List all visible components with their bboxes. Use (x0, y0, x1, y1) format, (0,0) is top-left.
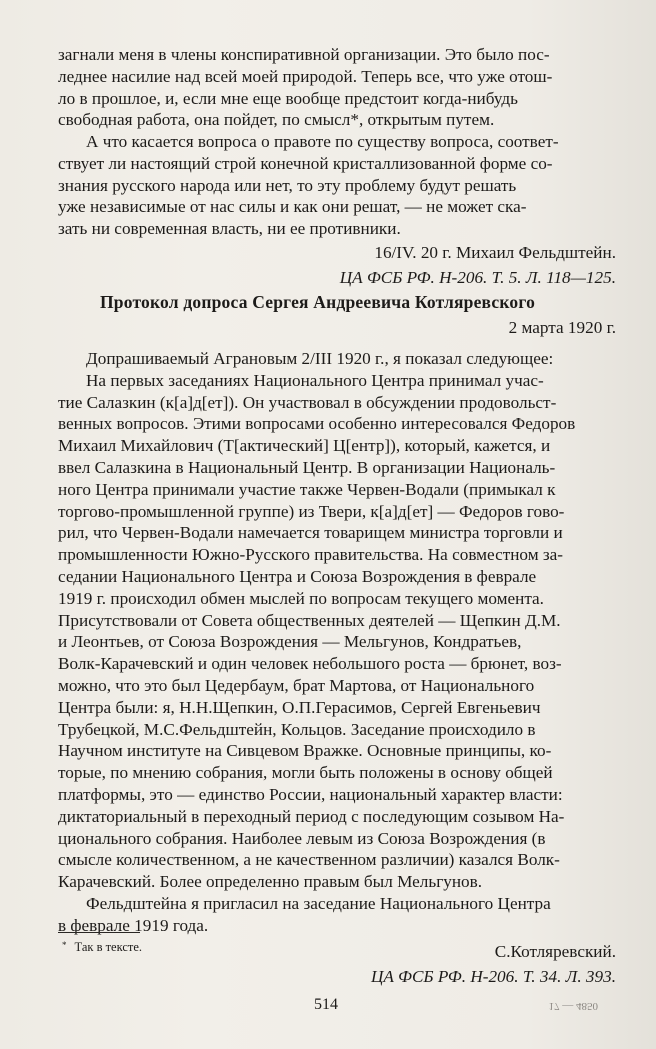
archive-reference: ЦА ФСБ РФ. Н-206. Т. 5. Л. 118—125. (339, 267, 616, 287)
paragraph-line: тие Салазкин (к[а]д[ет]). Он участвовал в обсуждении продовольст- (58, 392, 557, 412)
protocol-title: Протокол допроса Сергея Андреевича Котляревского (100, 292, 536, 312)
footnote-text: Так в тексте. (74, 940, 143, 954)
paragraph-line: Волк-Карачевский и один человек небольшого роста — брюнет, воз- (58, 654, 562, 674)
paragraph-line: Фельдштейна я пригласил на заседание Национального Центра (86, 893, 551, 913)
paragraph-line: смысле количественном, а не качественном различии) казался Волк- (58, 850, 560, 870)
paragraph-line: знания русского народа или нет, то эту проблему будут решать (58, 175, 517, 195)
paragraph-line: седании Национального Центра и Союза Возрождения в феврале (58, 566, 537, 586)
paragraph-line: торгово-промышленной группе) из Твери, к[а]д[ет] — Федоров гово- (58, 501, 565, 521)
paragraph-line: Карачевский. Более определенно правым был Мельгунов. (58, 872, 483, 892)
paragraph-line: На первых заседаниях Национального Центра принимал учас- (86, 370, 544, 390)
paragraph-line: Присутствовали от Совета общественных деятелей — Щепкин Д.М. (58, 610, 561, 630)
protocol-body (58, 348, 616, 988)
paragraph-line: рил, что Червен-Водали намечается товарищем министра торговли и (58, 523, 563, 543)
signature-kotlyarevsky: С.Котляревский. (494, 941, 616, 961)
bleed-through-text: 17 — 4850 (548, 1000, 598, 1012)
paragraph-line: ционального собрания. Наиболее левым из Союза Возрождения (в (58, 828, 546, 848)
paragraph-line: можно, что это был Цедербаум, брат Мартова, от Национального (58, 675, 535, 695)
paragraph-line: ствует ли настоящий строй конечной кристаллизованной форме со- (58, 153, 553, 173)
paragraph-line: Допрашиваемый Аграновым 2/III 1920 г., я показал следующее: (86, 349, 554, 368)
footnote-divider (58, 932, 140, 933)
paragraph-line: промышленности Южно-Русского правительства. На совместном за- (58, 545, 564, 565)
footnote-mark: * (62, 940, 67, 950)
paragraph-line: уже независимые от нас силы и как они решат, — не может ска- (58, 197, 527, 217)
paragraph-line: А что касается вопроса о правоте по существу вопроса, соответ- (86, 132, 559, 151)
paragraph-line: леднее насилие над всей моей природой. Теперь все, что уже отош- (58, 66, 553, 86)
paragraph-line: венных вопросов. Этими вопросами особенно интересовался Федоров (58, 414, 576, 434)
paragraph-line: загнали меня в члены конспиративной организации. Это было пос- (58, 45, 550, 64)
paragraph-line: платформы, это — единство России, национальный характер власти: (58, 784, 563, 804)
archive-reference: ЦА ФСБ РФ. Н-206. Т. 34. Л. 393. (370, 967, 616, 987)
paragraph-line: свободная работа, она пойдет, по смысл*, открытым путем. (58, 110, 495, 130)
paragraph-line: Центра были: я, Н.Н.Щепкин, О.П.Герасимов, Сергей Евгеньевич (58, 697, 541, 717)
paragraph-line: зать ни современная власть, ни ее противники. (58, 219, 401, 239)
footnote (62, 940, 142, 955)
paragraph-line: ло в прошлое, и, если мне еще вообще предстоит когда-нибудь (58, 88, 518, 108)
signature-feldshtein: 16/IV. 20 г. Михаил Фельдштейн. (374, 242, 616, 262)
paragraph-line: Трубецкой, М.С.Фельдштейн, Кольцов. Заседание происходило в (58, 719, 536, 739)
paragraph-line: в феврале 1919 года. (58, 915, 209, 935)
paragraph-line: 1919 г. происходил обмен мыслей по вопросам текущего момента. (58, 588, 544, 608)
paragraph-line: торые, по мнению собрания, могли быть положены в основу общей (58, 763, 553, 783)
paragraph-line: ного Центра принимали участие также Червен-Водали (примыкал к (58, 479, 556, 499)
paragraph-line: и Леонтьев, от Союза Возрождения — Мельгунов, Кондратьев, (58, 632, 522, 652)
paragraph-line: ввел Салазкина в Национальный Центр. В организации Националь- (58, 457, 556, 477)
protocol-date: 2 марта 1920 г. (508, 318, 616, 337)
paragraph-line: Научном институте на Сивцевом Вражке. Основные принципы, ко- (58, 741, 552, 761)
paragraph-line: диктаториальный в переходный период с последующим созывом На- (58, 806, 565, 826)
paragraph-line: Михаил Михайлович (Т[актический] Ц[ентр]), который, кажется, и (58, 436, 551, 456)
page-number: 514 (314, 996, 338, 1013)
conclusion-paragraph (58, 131, 616, 289)
continuation-paragraph (58, 44, 616, 131)
